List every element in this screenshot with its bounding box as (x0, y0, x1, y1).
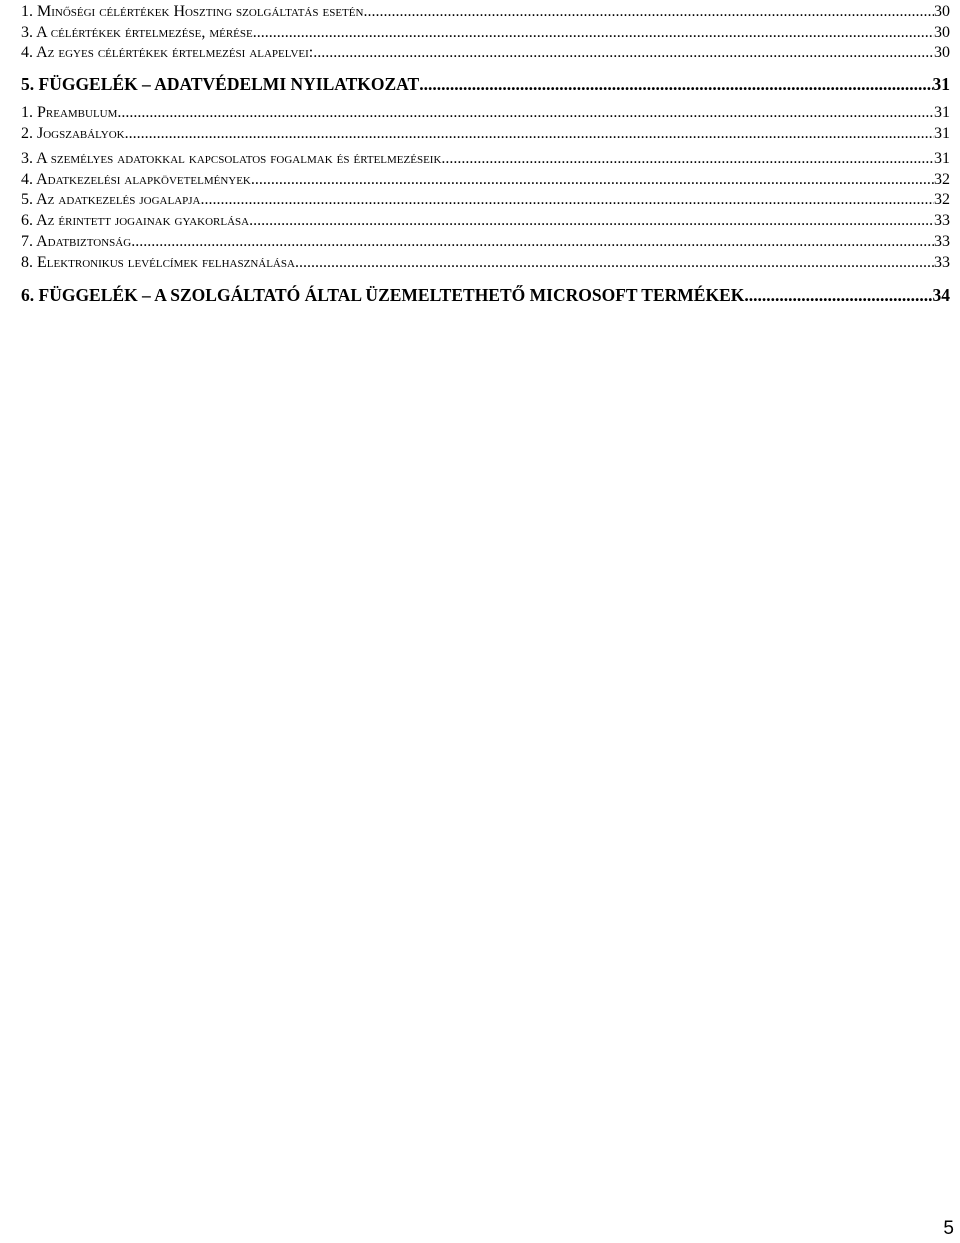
toc-entry[interactable] (21, 253, 950, 273)
toc-entry-page: 30 (934, 44, 950, 61)
toc-entry-page: 31 (932, 74, 950, 94)
toc-entry-label: 8. Elektronikus levélcímek felhasználása (21, 254, 295, 271)
toc-leader-dots (251, 170, 934, 190)
toc-leader-dots (419, 72, 932, 96)
toc-chapter-entry[interactable] (21, 72, 950, 96)
toc-entry-page: 33 (934, 212, 950, 229)
toc-leader-dots (744, 283, 932, 307)
toc-leader-dots (131, 232, 934, 252)
toc-leader-dots (125, 124, 934, 144)
toc-entry-label: 1. Preambulum (21, 104, 118, 121)
toc-entry-label: 2. Jogszabályok (21, 125, 125, 142)
toc-leader-dots (117, 103, 934, 123)
toc-entry-label: 5. FÜGGELÉK – ADATVÉDELMI NYILATKOZAT (21, 74, 420, 94)
toc-entry-page: 30 (934, 3, 950, 20)
toc-entry-page: 31 (934, 150, 950, 167)
toc-entry[interactable] (21, 149, 950, 169)
toc-entry-page: 34 (932, 285, 950, 305)
toc-leader-dots (313, 43, 934, 63)
toc-entry-page: 30 (934, 24, 950, 41)
toc-leader-dots (363, 2, 934, 22)
toc-entry[interactable] (21, 211, 950, 231)
toc-entry-label: 5. Az adatkezelés jogalapja (21, 191, 201, 208)
toc-entry-label: 4. Az egyes célértékek értelmezési alapelvei: (21, 44, 314, 61)
page-number: 5 (943, 1218, 954, 1239)
toc-entry[interactable] (21, 43, 950, 63)
toc-entry-label: 3. A személyes adatokkal kapcsolatos fogalmak és értelmezéseik (21, 150, 442, 167)
toc-entry-page: 32 (934, 191, 950, 208)
toc-entry[interactable] (21, 232, 950, 252)
toc-entry[interactable] (21, 103, 950, 123)
toc-chapter-entry[interactable] (21, 283, 950, 307)
toc-entry-page: 31 (934, 104, 950, 121)
toc-entry-page: 32 (934, 171, 950, 188)
toc-entry[interactable] (21, 190, 950, 210)
toc-entry-page: 31 (934, 125, 950, 142)
toc-entry-label: 6. Az érintett jogainak gyakorlása (21, 212, 250, 229)
toc-entry-label: 4. Adatkezelési alapkövetelmények (21, 171, 251, 188)
toc-leader-dots (253, 23, 934, 43)
toc-entry[interactable] (21, 2, 950, 22)
toc-leader-dots (441, 149, 934, 169)
toc-leader-dots (201, 190, 935, 210)
toc-entry-page: 33 (934, 254, 950, 271)
toc-entry-label: 1. Minőségi célértékek Hoszting szolgáltatás esetén (21, 3, 364, 20)
toc-entry[interactable] (21, 124, 950, 144)
toc-entry[interactable] (21, 170, 950, 190)
toc-entry[interactable] (21, 23, 950, 43)
toc-leader-dots (249, 211, 934, 231)
toc-entry-label: 7. Adatbiztonság (21, 233, 132, 250)
toc-leader-dots (295, 253, 934, 273)
toc-entry-label: 3. A célértékek értelmezése, mérése (21, 24, 253, 41)
toc-entry-label: 6. FÜGGELÉK – A SZOLGÁLTATÓ ÁLTAL ÜZEMELTETHETŐ MICROSOFT TERMÉKEK (21, 285, 745, 305)
toc-entry-page: 33 (934, 233, 950, 250)
